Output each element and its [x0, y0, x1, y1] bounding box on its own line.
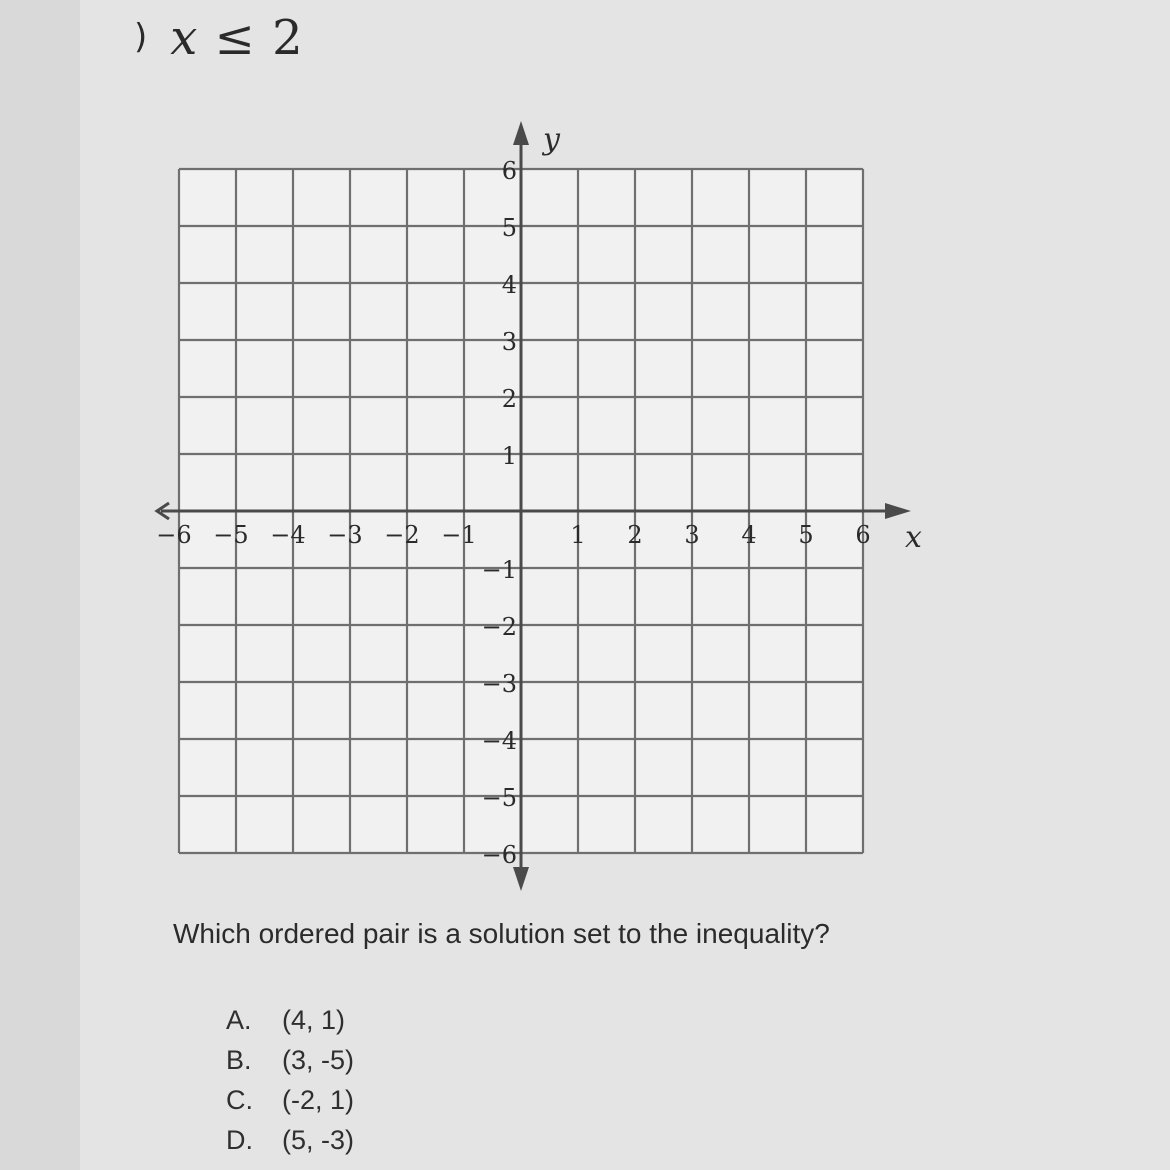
choice-c[interactable]: [226, 1080, 354, 1120]
choice-letter: D.: [226, 1125, 253, 1155]
x-tick-label: −2: [384, 521, 420, 549]
y-tick-label: 2: [501, 385, 517, 413]
y-tick-label: 6: [501, 157, 517, 185]
answer-choices: [226, 1000, 354, 1160]
choice-b[interactable]: [226, 1040, 354, 1080]
y-tick-label: −2: [481, 613, 517, 641]
choice-text: (4, 1): [282, 1005, 346, 1035]
question-text: Which ordered pair is a solution set to the inequality?: [173, 918, 830, 949]
choice-text: (3, -5): [282, 1045, 355, 1075]
x-tick-label: 5: [798, 521, 814, 549]
inequality-variable: x: [170, 10, 199, 66]
choice-d[interactable]: [226, 1120, 354, 1160]
y-tick-label: 4: [501, 271, 517, 299]
y-tick-label: 5: [501, 214, 517, 242]
x-axis-label: x: [905, 520, 922, 555]
item-marker: ): [134, 17, 149, 57]
x-tick-label: 3: [684, 521, 700, 549]
choice-letter: A.: [226, 1005, 252, 1035]
x-tick-label: 1: [570, 521, 586, 549]
choice-a[interactable]: [226, 1000, 354, 1040]
y-axis-arrow-down: [513, 867, 529, 891]
choice-letter: B.: [226, 1045, 252, 1075]
choice-text: (-2, 1): [282, 1085, 355, 1115]
x-axis-arrow-right: [885, 503, 911, 519]
x-tick-label: 4: [741, 521, 757, 549]
y-tick-label: −6: [481, 841, 517, 869]
choice-text: (5, -3): [282, 1125, 355, 1155]
x-tick-label: −4: [270, 521, 306, 549]
x-tick-label: −1: [441, 521, 477, 549]
y-tick-label: 1: [501, 442, 517, 470]
y-axis-arrow-up: [513, 121, 529, 145]
x-tick-label: 2: [627, 521, 643, 549]
y-tick-label: −4: [481, 727, 517, 755]
y-tick-label: −3: [481, 670, 517, 698]
y-tick-label: −1: [481, 556, 517, 584]
y-tick-label: −5: [481, 784, 517, 812]
x-tick-label: −3: [327, 521, 363, 549]
y-tick-label: 3: [501, 328, 517, 356]
x-tick-label: 6: [855, 521, 871, 549]
x-tick-label: −5: [213, 521, 249, 549]
inequality-operator: ≤: [214, 10, 256, 66]
x-tick-label: −6: [156, 521, 192, 549]
y-axis-label: y: [543, 122, 560, 157]
choice-letter: C.: [226, 1085, 253, 1115]
inequality-value: 2: [272, 10, 304, 66]
